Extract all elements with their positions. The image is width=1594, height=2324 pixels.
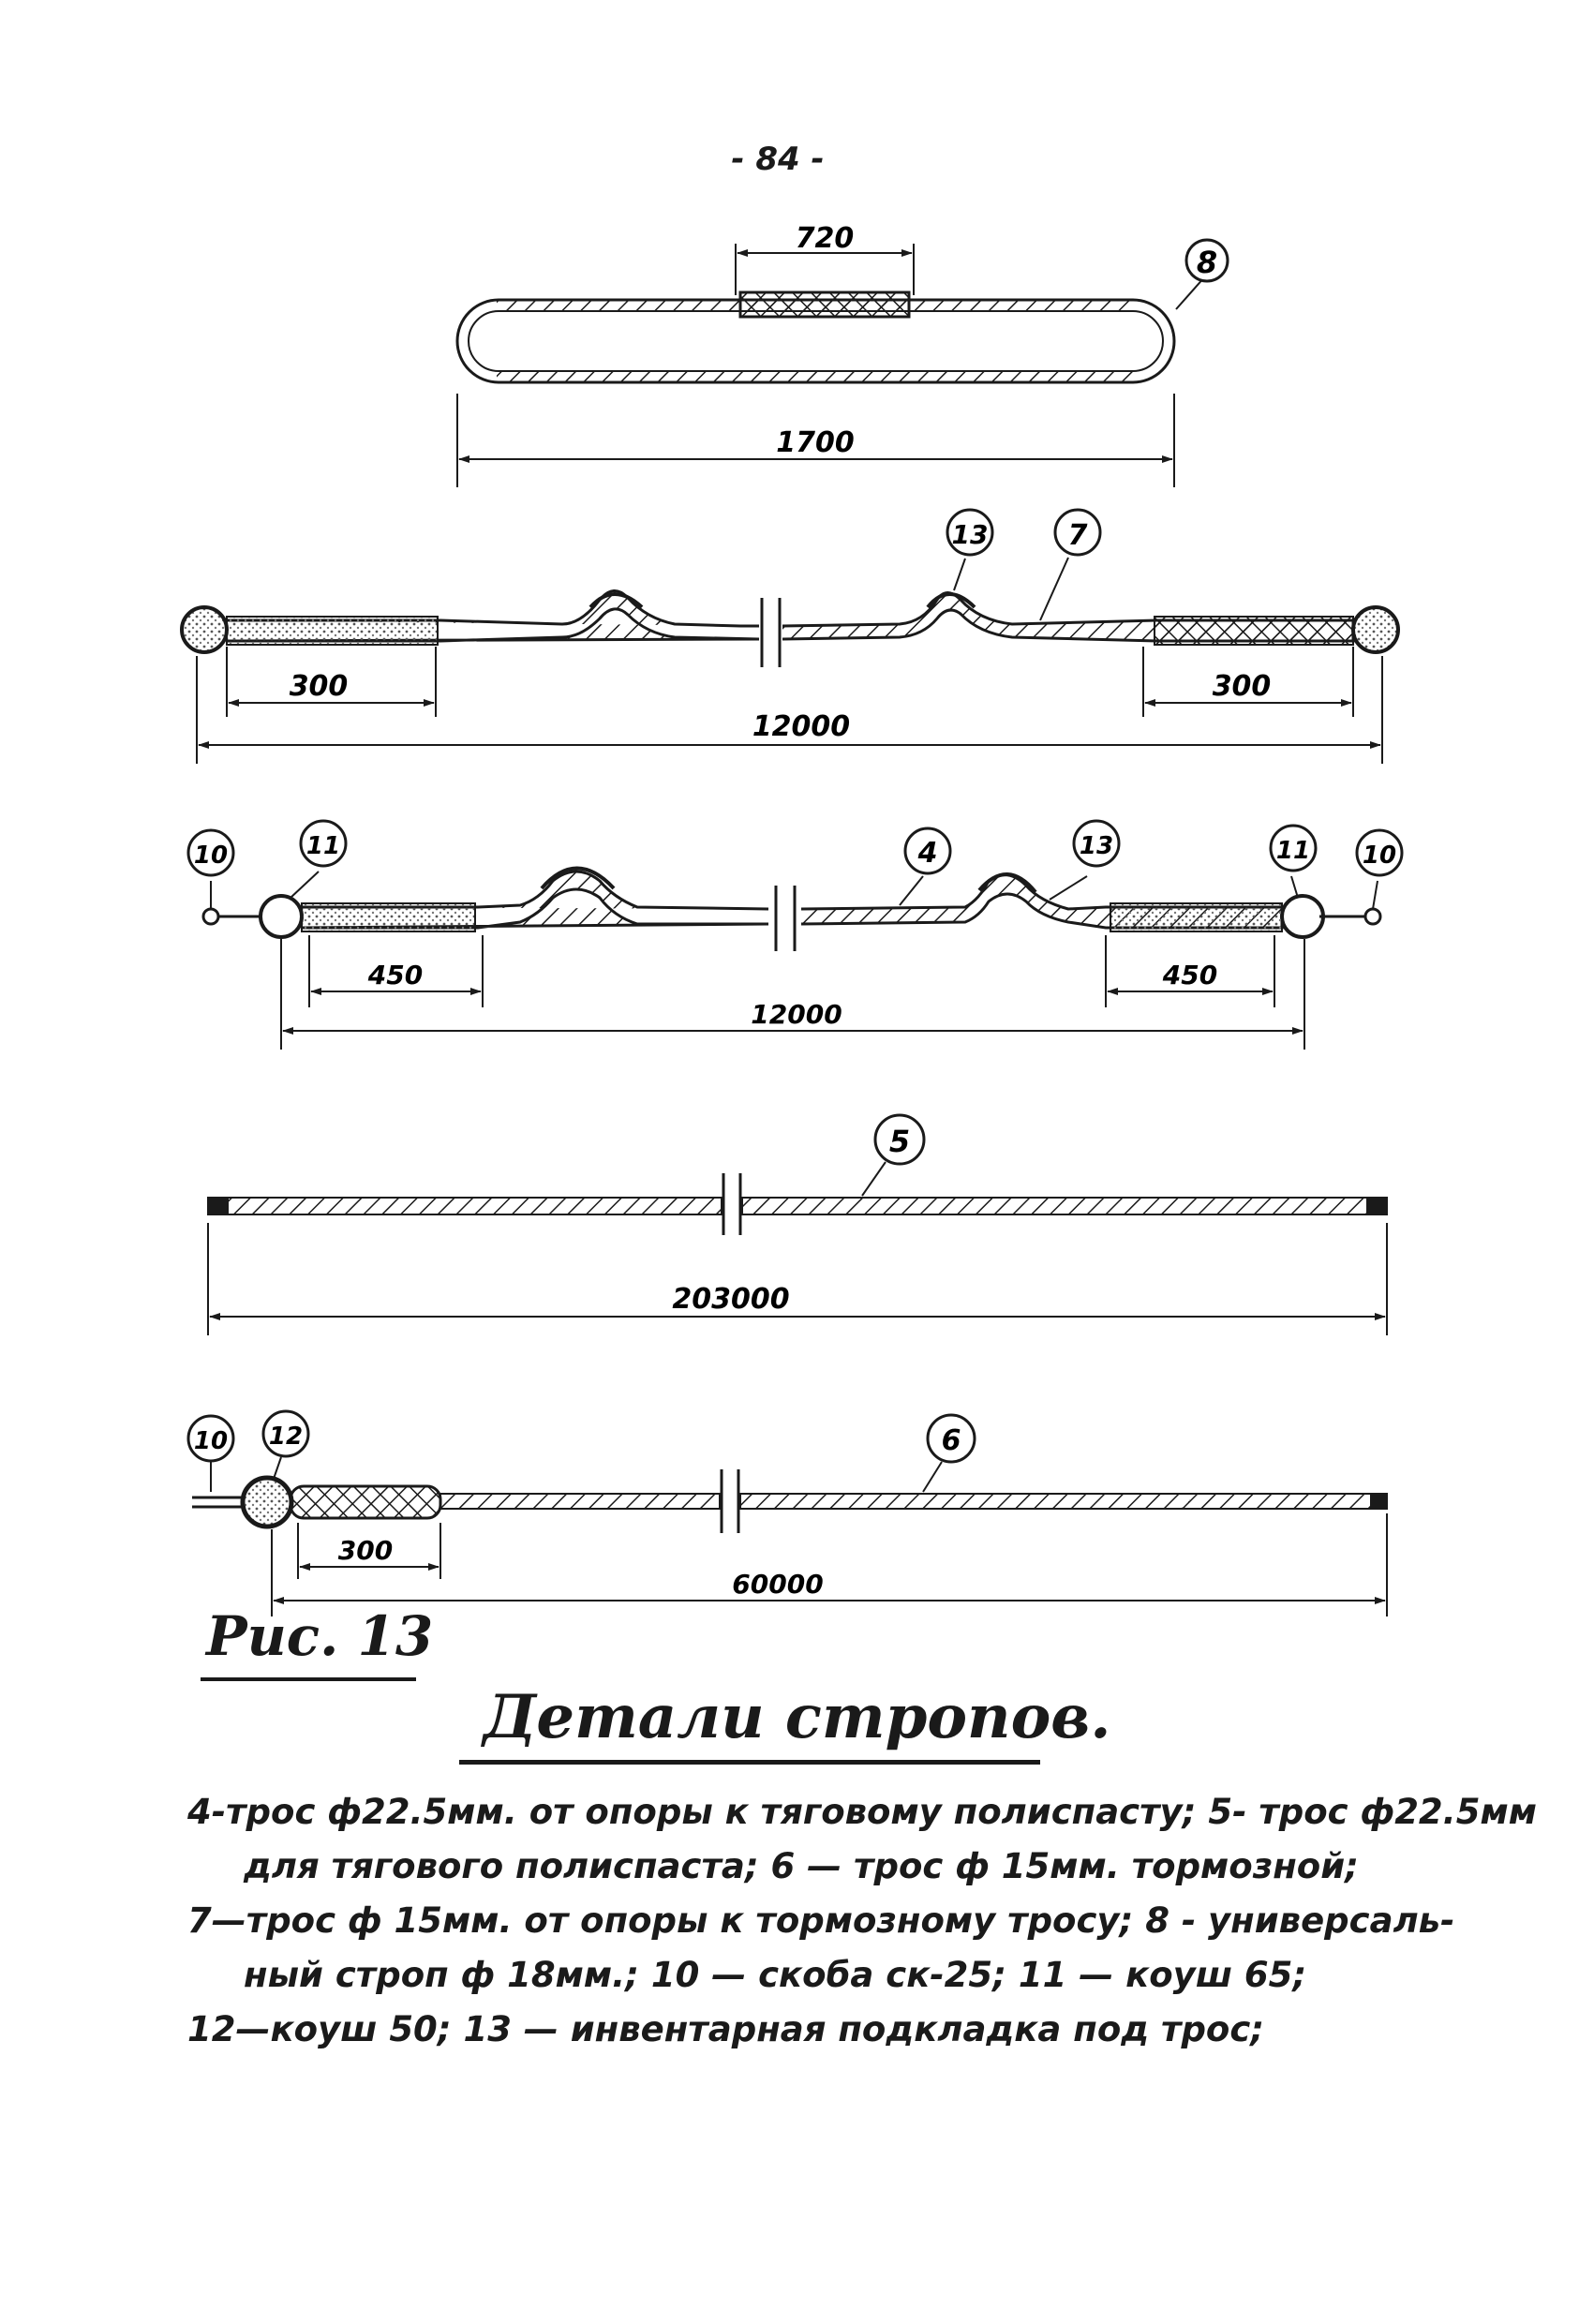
callout-10-left-label: 10	[193, 842, 229, 870]
shackle-10-right	[1365, 909, 1380, 924]
dimension-label: 300	[289, 670, 349, 703]
splice-right	[1110, 903, 1282, 931]
page-number: - 84 -	[731, 141, 825, 178]
callout-11-left-label: 11	[305, 832, 341, 860]
thimble-12	[243, 1478, 291, 1527]
callout-6-label: 6	[941, 1424, 961, 1457]
rope-body	[208, 1198, 722, 1214]
legend-line: 4-трос ф22.5мм. от опоры к тяговому полиспасту; 5- трос ф22.5мм	[187, 1792, 1537, 1832]
dimension-label: 720	[795, 222, 855, 255]
legend-line: 7—трос ф 15мм. от опоры к тормозному тросу; 8 - универсаль-	[187, 1900, 1455, 1941]
dimension-label: 203000	[672, 1283, 790, 1316]
figure-title-underline	[459, 1760, 1040, 1765]
figure-label-underline	[201, 1677, 416, 1681]
sling-splice	[740, 292, 909, 317]
dimension-label: 300	[1212, 670, 1272, 703]
callout-10-right-label: 10	[1362, 842, 1397, 870]
legend-line: для тягового полиспаста; 6 — трос ф 15мм. тормозной;	[244, 1846, 1359, 1886]
rope-body	[440, 1494, 720, 1509]
callout-13-label: 13	[1079, 832, 1114, 860]
dimension-label: 1700	[776, 426, 855, 459]
end-thimble-left	[182, 607, 227, 652]
callout-5-label: 5	[888, 1124, 911, 1159]
rope-body	[742, 1198, 1387, 1214]
sling-loop-inner	[469, 311, 1163, 371]
callout-12-label: 12	[268, 1423, 304, 1451]
drawing-rope-7	[182, 510, 1398, 764]
sling-bottom-hatch	[497, 371, 1134, 381]
splice-left	[227, 617, 438, 645]
drawing-rope-5	[208, 1115, 1387, 1335]
shackle-10-left	[203, 909, 218, 924]
dimension-label: 450	[367, 960, 424, 991]
dimension-label: 300	[337, 1535, 394, 1566]
callout-11-right-label: 11	[1275, 837, 1311, 865]
callout-10-label: 10	[193, 1427, 229, 1455]
rope-body	[740, 1494, 1387, 1509]
dimension-label: 450	[1162, 960, 1218, 991]
splice-left	[302, 903, 475, 931]
figure-title: Детали стропов.	[483, 1682, 1111, 1752]
splice-300	[290, 1486, 440, 1518]
callout-8-label: 8	[1196, 245, 1218, 280]
figure-label: Рис. 13	[206, 1604, 434, 1668]
dimension-label: 12000	[752, 710, 851, 743]
splice-right	[1155, 617, 1353, 645]
callout-7-label: 7	[1067, 519, 1088, 552]
callout-13-label: 13	[951, 519, 989, 550]
legend	[187, 1785, 1537, 2057]
thimble-11-left	[261, 896, 302, 937]
end-thimble-right	[1353, 607, 1398, 652]
dimension-label: 12000	[751, 999, 842, 1030]
drawing-sling-8	[457, 222, 1228, 487]
drawing-rope-6	[188, 1411, 1387, 1616]
callout-4-label: 4	[917, 837, 938, 870]
dimension-label: 60000	[732, 1569, 824, 1600]
drawing-rope-4	[188, 821, 1402, 1050]
legend-line: 12—коуш 50; 13 — инвентарная подкладка под трос;	[187, 2009, 1265, 2049]
legend-line: ный строп ф 18мм.; 10 — скоба ск-25; 11 — коуш 65;	[244, 1955, 1307, 1995]
thimble-11-right	[1282, 896, 1323, 937]
